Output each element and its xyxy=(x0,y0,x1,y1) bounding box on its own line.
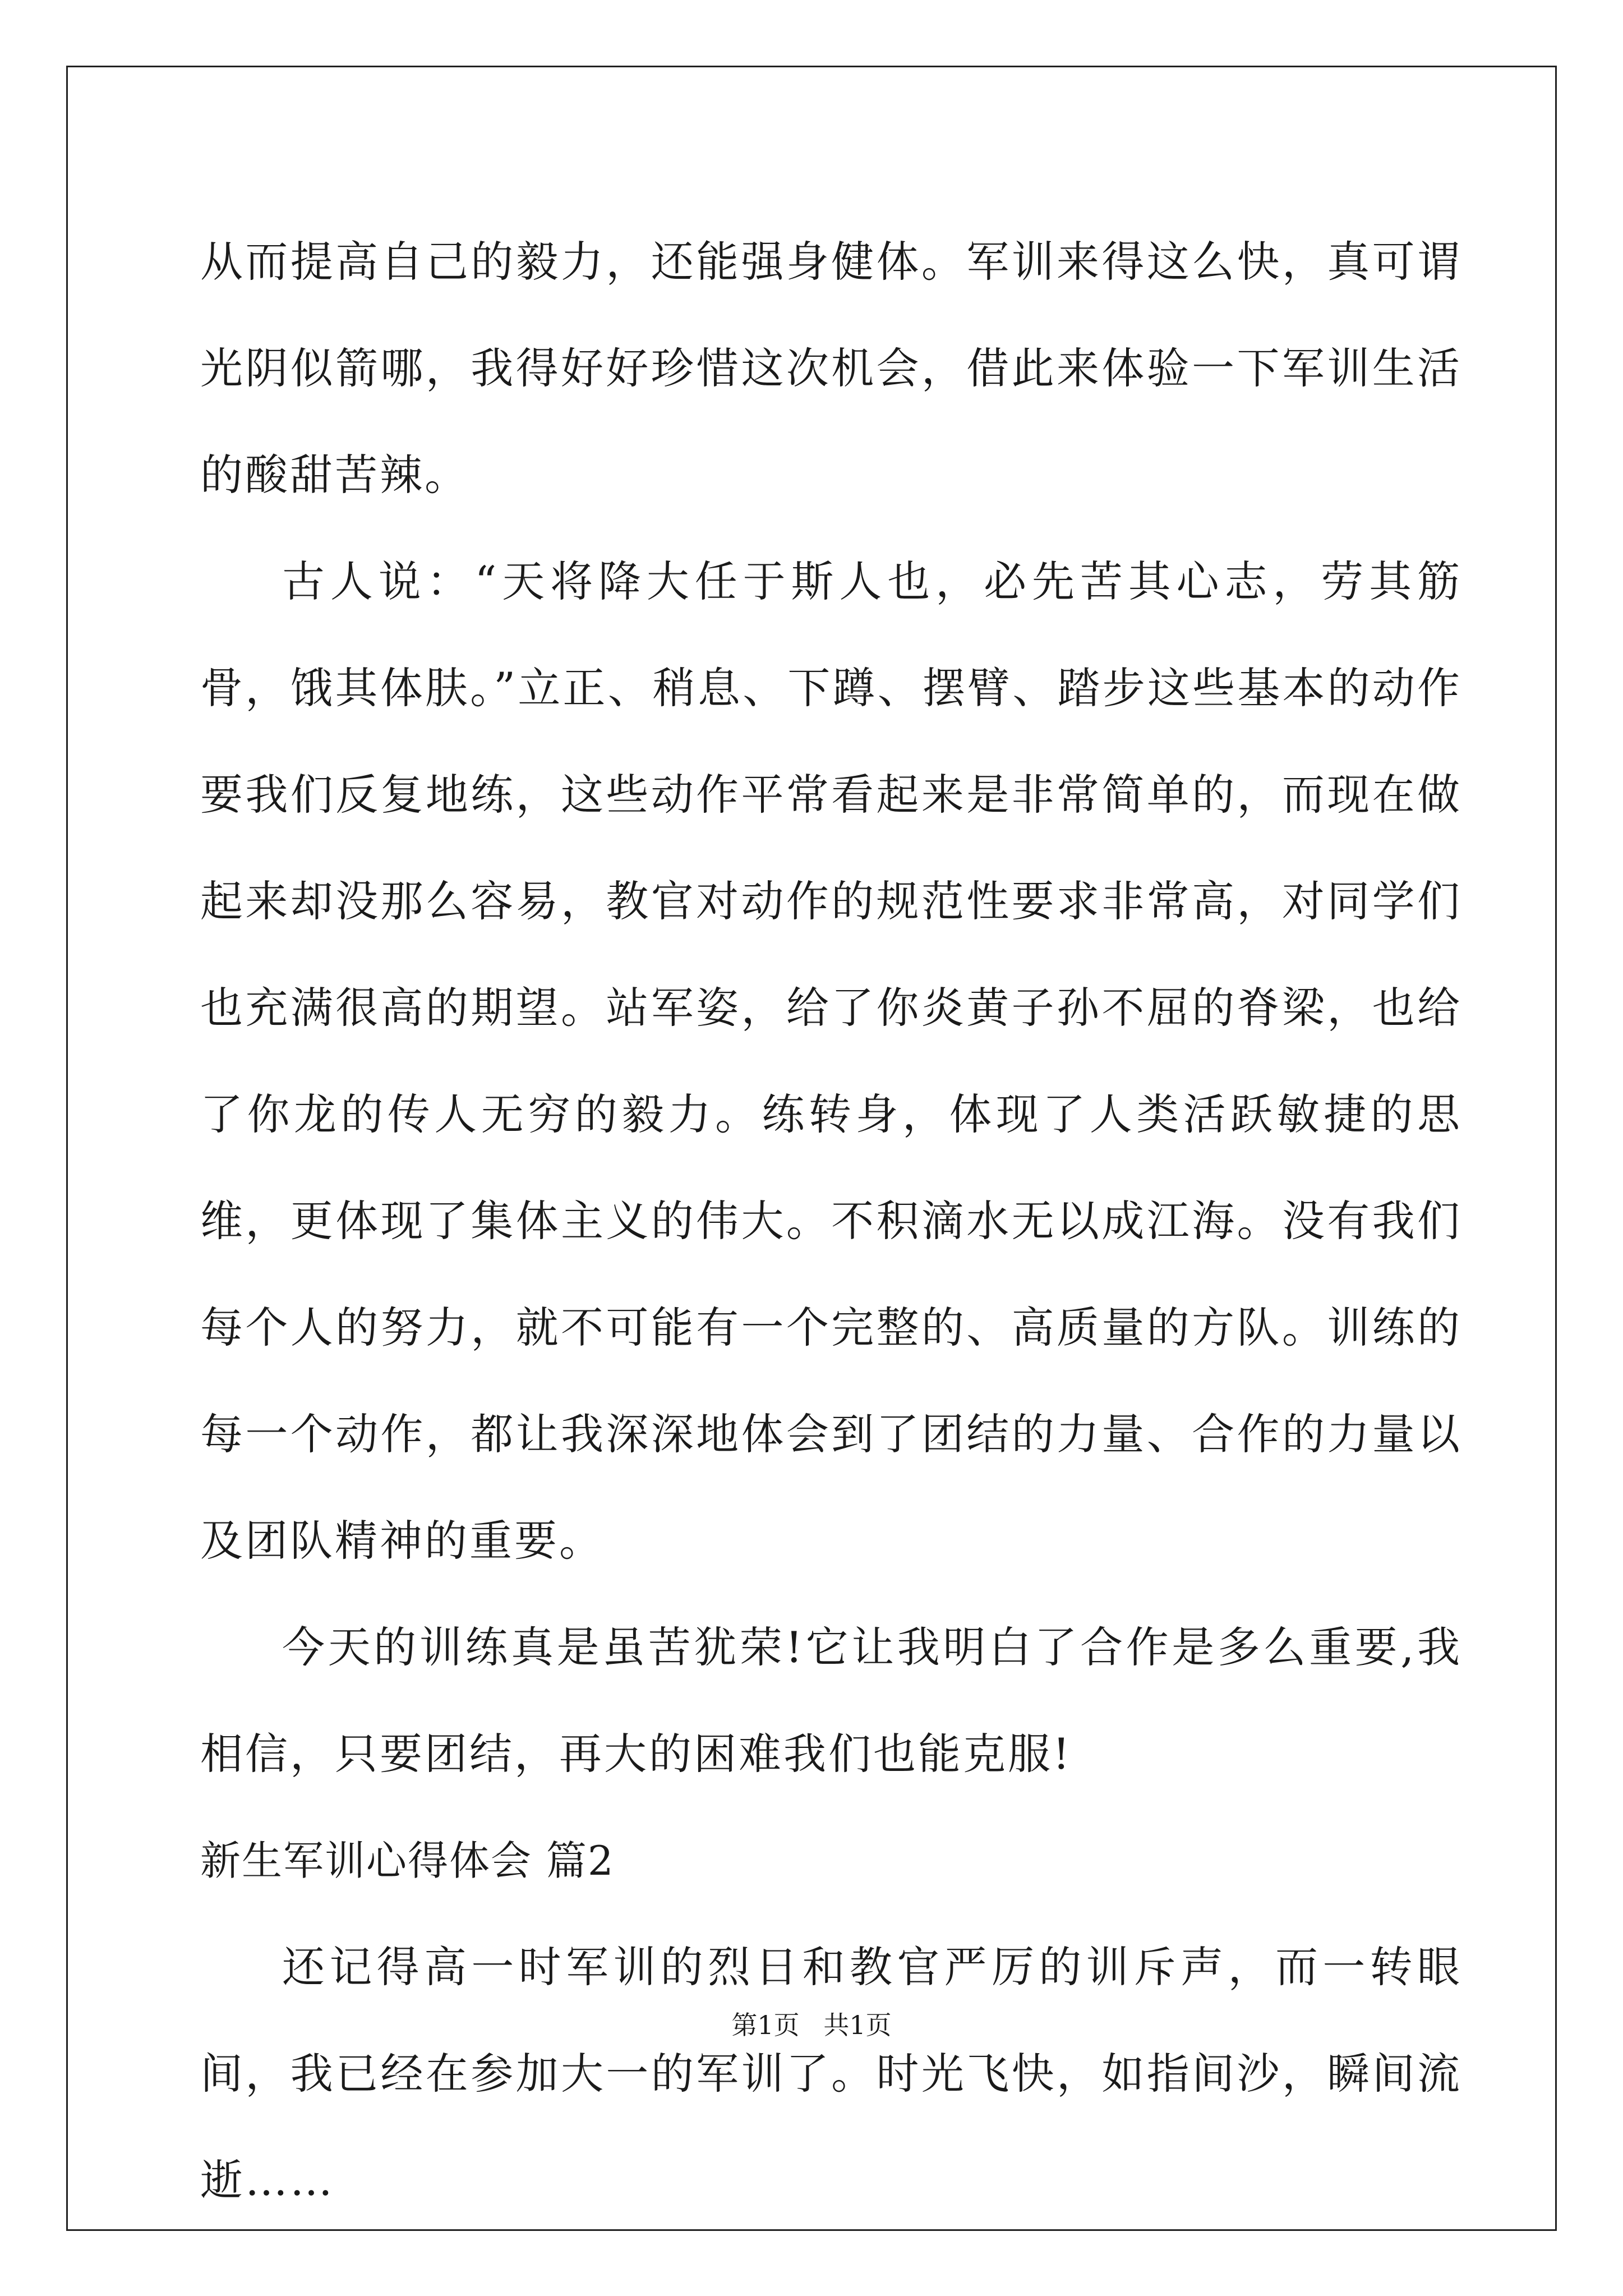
page-number: 第1页 xyxy=(731,2010,800,2040)
section-heading: 新生军训心得体会 篇2 xyxy=(200,1837,615,1884)
paragraph-2: 古人说：“天将降大任于斯人也，必先苦其心志，劳其筋骨，饿其体肤。”立正、稍息、下蹲、摆臂、踏步这些基本的动作要我们反复地练，这些动作平常看起来是非常简单的，而现在做起来却没那么容易，教官对动作的规范性要求非常高，对同学们也充满很高的期望。站军姿，给了你炎黄子孙不屈的脊梁，也给了你龙的传人无穷的毅力。练转身，体现了人类活跃敏捷的思维，更体现了集体主义的伟大。不积滴水无以成江海。没有我们每个人的努力，就不可能有一个完整的、高质量的方队。训练的每一个动作，都让我深深地体会到了团结的力量、合作的力量以及团队精神的重要。 xyxy=(200,556,1462,1566)
paragraph-1: 从而提高自己的毅力，还能强身健体。军训来得这么快，真可谓光阴似箭哪，我得好好珍惜这次机会，借此来体验一下军训生活的酸甜苦辣。 xyxy=(200,237,1462,500)
paragraph-3: 今天的训练真是虽苦犹荣!它让我明白了合作是多么重要,我相信，只要团结，再大的困难我们也能克服! xyxy=(200,1622,1462,1779)
document-body xyxy=(200,209,1462,2234)
page-total: 共1页 xyxy=(823,2010,892,2040)
paragraph-4: 还记得高一时军训的烈日和教官严厉的训斥声，而一转眼间，我已经在参加大一的军训了。时光飞快，如指间沙，瞬间流逝…… xyxy=(200,1942,1462,2205)
page-footer xyxy=(0,2008,1623,2042)
